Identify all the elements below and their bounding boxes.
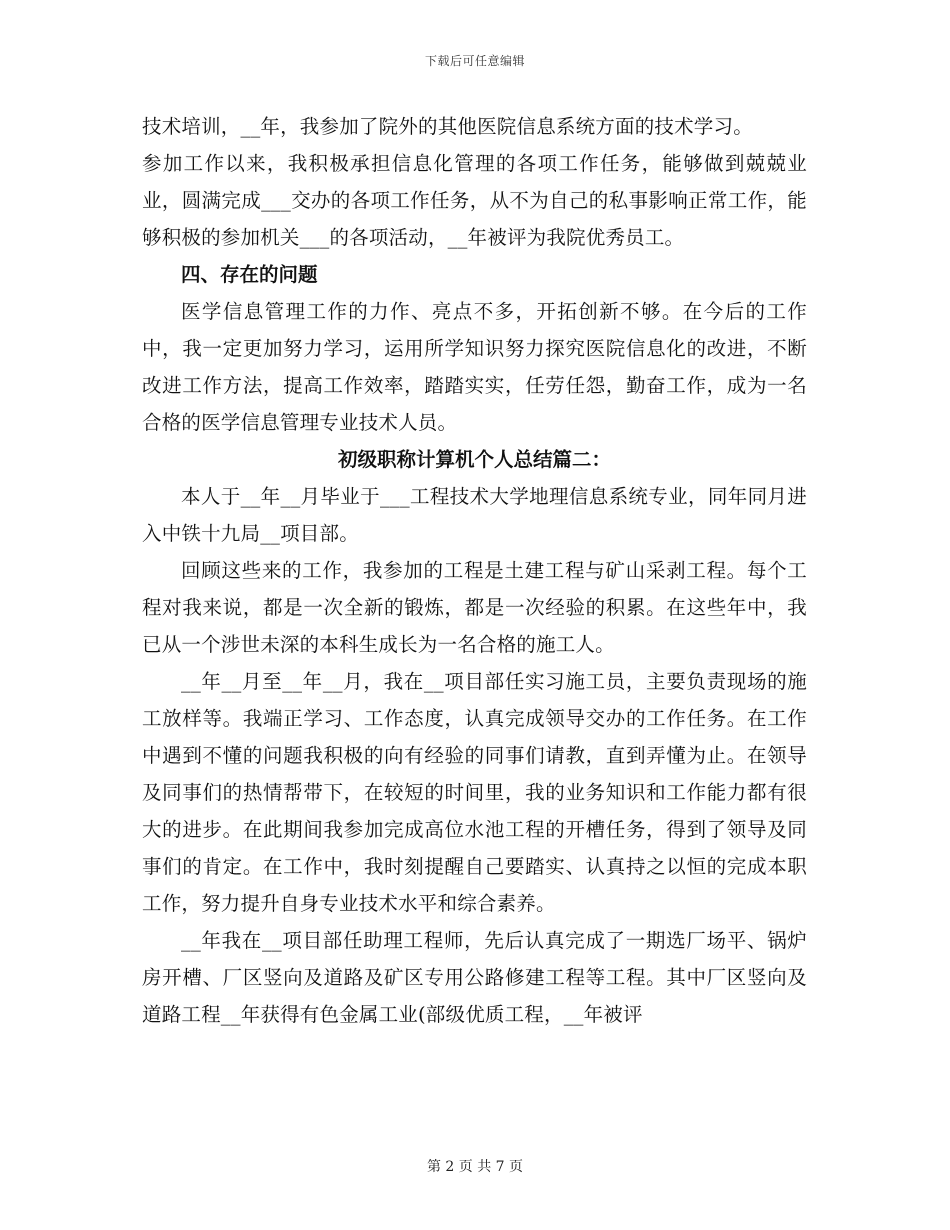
paragraph-graduation: 本人于__年__月毕业于___工程技术大学地理信息系统专业，同年同月进入中铁十九局__项目部。	[142, 485, 807, 545]
document-body	[142, 108, 807, 1033]
section-title: 初级职称计算机个人总结篇二：	[337, 448, 611, 471]
paragraph-problems: 医学信息管理工作的力作、亮点不多，开拓创新不够。在今后的工作中，我一定更加努力学习，运用所学知识努力探究医院信息化的改进，不断改进工作方法，提高工作效率，踏踏实实，任劳任怨，勤奋工作，成为一名合格的医学信息管理专业技术人员。	[142, 300, 807, 434]
heading-existing-problems: 四、存在的问题	[181, 263, 318, 286]
page-indicator: 第 2 页 共 7 页	[426, 1159, 524, 1175]
paragraph-work-duties: 参加工作以来，我积极承担信息化管理的各项工作任务，能够做到兢兢业业，圆满完成___交办的各项工作任务，从不为自己的私事影响正常工作，能够积极的参加机关___的各项活动，__年被评为我院优秀员工。	[142, 152, 807, 249]
paragraph-assistant-engineer: __年我在__项目部任助理工程师，先后认真完成了一期选厂场平、锅炉房开槽、厂区竖向及道路及矿区专用公路修建工程等工程。其中厂区竖向及道路工程__年获得有色金属工业(部级优质工程，__年被评	[142, 929, 807, 1026]
paragraph-intern: __年__月至__年__月，我在__项目部任实习施工员，主要负责现场的施工放样等。我端正学习、工作态度，认真完成领导交办的工作任务。在工作中遇到不懂的问题我积极的向有经验的同事们请教，直到弄懂为止。在领导及同事们的热情帮带下，在较短的时间里，我的业务知识和工作能力都有很大的进步。在此期间我参加完成高位水池工程的开槽任务，得到了领导及同事们的肯定。在工作中，我时刻提醒自己要踏实、认真持之以恒的完成本职工作，努力提升自身专业技术水平和综合素养。	[142, 670, 807, 915]
paragraph-review: 回顾这些来的工作，我参加的工程是土建工程与矿山采剥工程。每个工程对我来说，都是一次全新的锻炼，都是一次经验的积累。在这些年中，我已从一个涉世未深的本科生成长为一名合格的施工人。	[142, 559, 807, 656]
paragraph-training: 技术培训，__年，我参加了院外的其他医院信息系统方面的技术学习。	[142, 115, 753, 138]
page-header-note: 下载后可任意编辑	[424, 54, 525, 68]
